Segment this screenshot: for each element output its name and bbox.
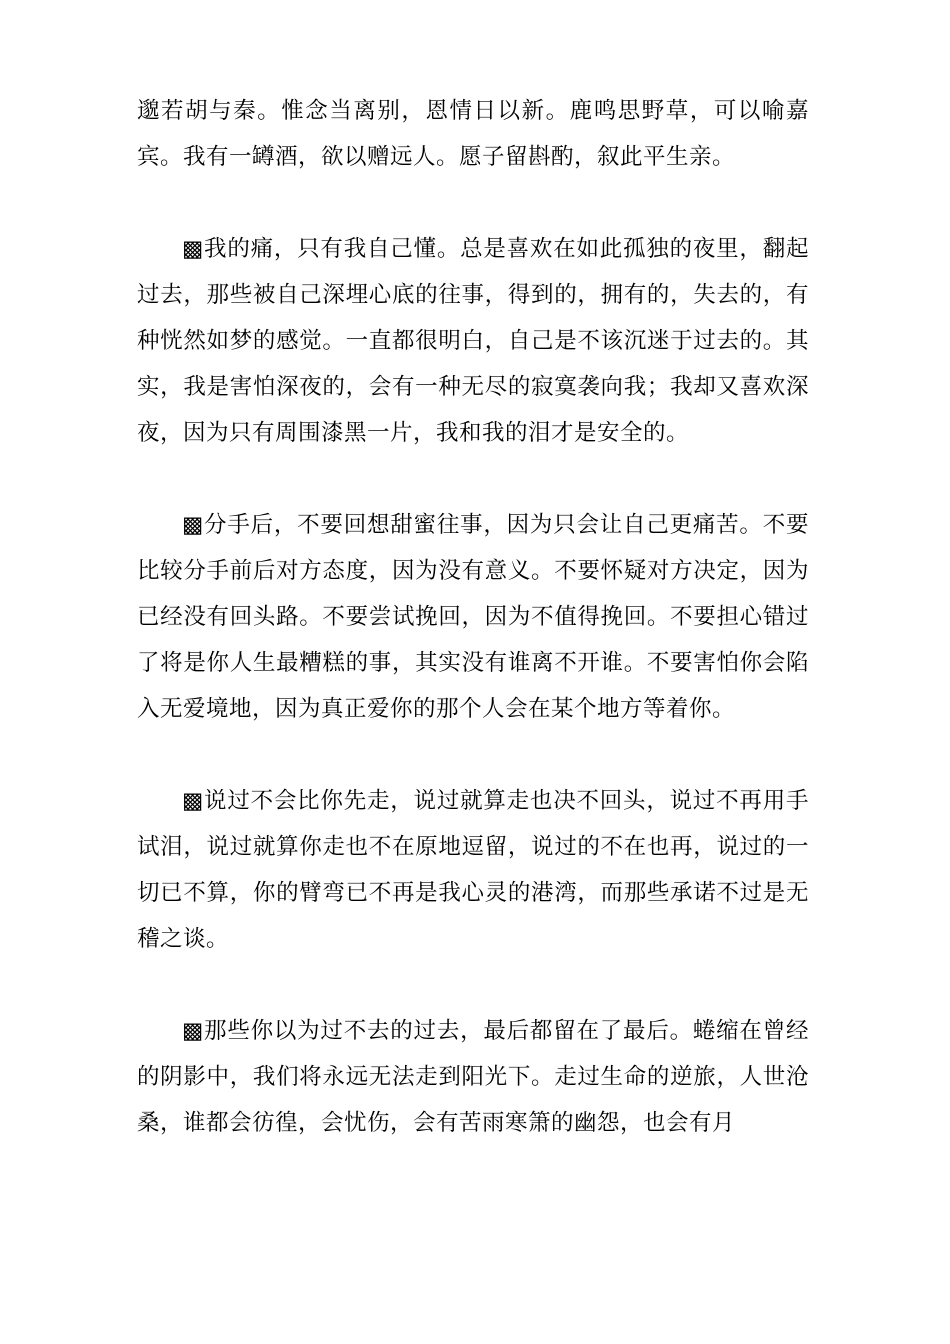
paragraph-5 <box>137 1008 809 1146</box>
paragraph-text: 我的痛，只有我自己懂。总是喜欢在如此孤独的夜里，翻起过去，那些被自己深埋心底的往事，得到的，拥有的，失去的，有种恍然如梦的感觉。一直都很明白，自己是不该沉迷于过去的。其实，我是害怕深夜的，会有一种无尽的寂寞袭向我；我却又喜欢深夜，因为只有周围漆黑一片，我和我的泪才是安全的。 <box>137 236 809 446</box>
paragraph-4 <box>137 778 809 962</box>
checker-bullet-icon: ▩ <box>182 1018 204 1044</box>
paragraph-text: 分手后，不要回想甜蜜往事，因为只会让自己更痛苦。不要比较分手前后对方态度，因为没有意义。不要怀疑对方决定，因为已经没有回头路。不要尝试挽回，因为不值得挽回。不要担心错过了将是你人生最糟糕的事，其实没有谁离不开谁。不要害怕你会陷入无爱境地，因为真正爱你的那个人会在某个地方等着你。 <box>137 512 809 722</box>
paragraph-1 <box>137 88 809 180</box>
checker-bullet-icon: ▩ <box>182 512 204 538</box>
paragraph-2 <box>137 226 809 456</box>
document-page <box>137 88 809 1192</box>
checker-bullet-icon: ▩ <box>182 236 204 262</box>
paragraph-text: 邈若胡与秦。惟念当离别，恩情日以新。鹿鸣思野草，可以喻嘉宾。我有一罇酒，欲以赠远人。愿子留斟酌，叙此平生亲。 <box>137 98 809 170</box>
checker-bullet-icon: ▩ <box>182 788 204 814</box>
paragraph-3 <box>137 502 809 732</box>
paragraph-text: 说过不会比你先走，说过就算走也决不回头，说过不再用手试泪，说过就算你走也不在原地逗留，说过的不在也再，说过的一切已不算，你的臂弯已不再是我心灵的港湾，而那些承诺不过是无稽之谈。 <box>137 788 809 952</box>
paragraph-text: 那些你以为过不去的过去，最后都留在了最后。蜷缩在曾经的阴影中，我们将永远无法走到阳光下。走过生命的逆旅，人世沧桑，谁都会彷徨，会忧伤，会有苦雨寒箫的幽怨，也会有月 <box>137 1018 809 1136</box>
